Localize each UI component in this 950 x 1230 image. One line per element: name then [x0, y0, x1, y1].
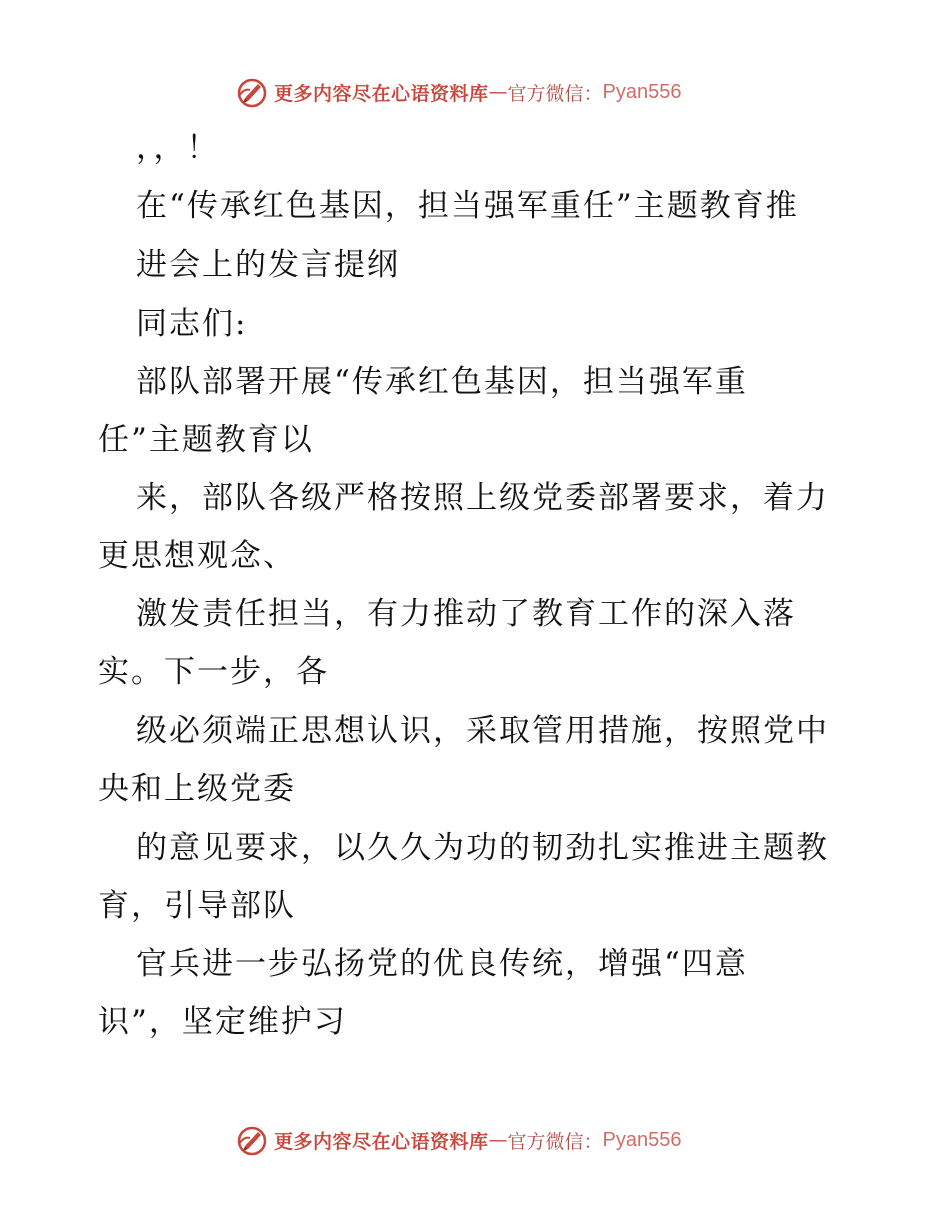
text-line: 进会上的发言提纲 [136, 247, 400, 283]
text-line: ，，！ [136, 130, 220, 166]
text-line: 同志们: [136, 306, 248, 342]
watermark-wechat-id: Pyan556 [602, 80, 682, 103]
watermark-wechat-label: 官方微信： [507, 82, 603, 105]
text-line: 识”，坚定维护习 [98, 1004, 347, 1040]
text-line: 任”主题教育以 [98, 422, 314, 458]
text-line: 级必须端正思想认识，采取管用措施，按照党中 [136, 713, 829, 749]
watermark-footer [0, 1120, 950, 1160]
text-line: 来，部队各级严格按照上级党委部署要求，着力 [136, 480, 829, 516]
text-line: 实。下一步，各 [98, 654, 329, 690]
watermark-wechat-id: Pyan556 [602, 1128, 682, 1151]
watermark-dash: — [488, 81, 508, 103]
text-line: 在“传承红色基因，担当强军重任”主题教育推 [136, 188, 799, 224]
watermark-wechat-label: 官方微信： [507, 1130, 603, 1153]
watermark-header [0, 72, 950, 112]
text-line: 的意见要求，以久久为功的韧劲扎实推进主题教 [136, 830, 829, 866]
text-line: 育，引导部队 [98, 888, 296, 924]
text-line: 官兵进一步弘扬党的优良传统，增强“四意 [136, 946, 748, 982]
pen-logo-icon [236, 76, 268, 108]
text-line: 更思想观念、 [98, 538, 296, 574]
text-line: 央和上级党委 [98, 771, 296, 807]
watermark-site-name: 更多内容尽在心语资料库 [274, 1130, 489, 1153]
text-line: 激发责任担当，有力推动了教育工作的深入落 [136, 596, 796, 632]
text-line: 部队部署开展“传承红色基因，担当强军重 [136, 364, 748, 400]
pen-logo-icon [236, 1124, 268, 1156]
watermark-site-name: 更多内容尽在心语资料库 [274, 82, 489, 105]
watermark-dash: — [488, 1129, 508, 1151]
